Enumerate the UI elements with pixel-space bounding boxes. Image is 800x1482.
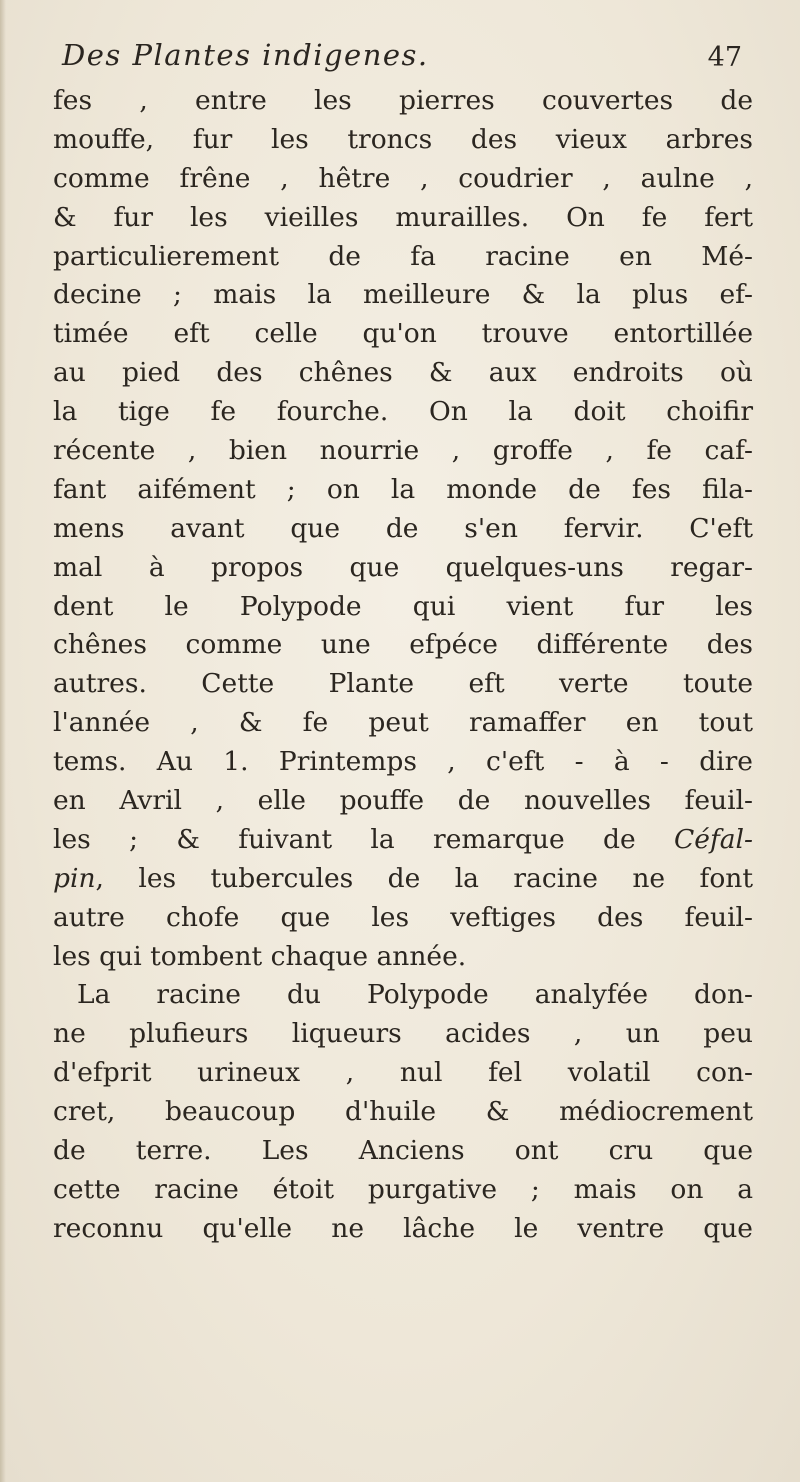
page-number: 47 [707, 42, 742, 73]
text-line [53, 860, 753, 899]
text-line: comme frêne , hêtre , coudrier , aulne , [53, 162, 753, 194]
text-line: tems. Au 1. Printemps , c'eft - à - dire [53, 746, 753, 778]
italic-name: Céfal- [673, 823, 753, 855]
body-text [53, 82, 753, 1249]
text-segment: les ; & fuivant la remarque de [53, 823, 636, 855]
text-line: récente , bien nourrie , groffe , fe caf- [53, 435, 753, 467]
text-line: la tige fe fourche. On la doit choifir [53, 396, 753, 428]
text-segment: , les tubercules de la racine ne font [95, 862, 753, 894]
text-line: ne plufieurs liqueurs acides , un peu [53, 1018, 753, 1050]
text-line: chênes comme une efpéce différente des [53, 629, 753, 661]
text-line: particulierement de fa racine en Mé- [53, 240, 753, 272]
text-line: & fur les vieilles murailles. On fe fert [53, 201, 753, 233]
text-line: en Avril , elle pouffe de nouvelles feuil- [53, 785, 753, 817]
running-title: Des Plantes indigenes. [62, 38, 429, 72]
italic-name: pin [53, 862, 96, 894]
text-line: autre chofe que les veftiges des feuil- [53, 901, 753, 933]
text-line: mouffe, fur les troncs des vieux arbres [53, 123, 753, 155]
text-line: l'année , & fe peut ramaffer en tout [53, 707, 753, 739]
text-line: timée eft celle qu'on trouve entortillée [53, 318, 753, 350]
text-line: cette racine étoit purgative ; mais on a [53, 1173, 753, 1205]
text-line: de terre. Les Anciens ont cru que [53, 1135, 753, 1167]
text-line: fes , entre les pierres couvertes de [53, 85, 753, 116]
text-line: La racine du Polypode analyfée don- [77, 979, 753, 1011]
text-line: mal à propos que quelques-uns regar- [53, 551, 753, 583]
text-line: cret, beaucoup d'huile & médiocrement [53, 1096, 753, 1128]
text-line: mens avant que de s'en fervir. C'eft [53, 512, 753, 544]
page-edge-shadow [0, 0, 6, 1482]
text-line: dent le Polypode qui vient fur les [53, 590, 753, 622]
page-header [62, 38, 742, 80]
text-line: au pied des chênes & aux endroits où [53, 357, 753, 389]
text-line: autres. Cette Plante eft verte toute [53, 668, 753, 700]
text-line: decine ; mais la meilleure & la plus ef- [53, 279, 753, 311]
text-line: fant aifément ; on la monde de fes fila- [53, 473, 753, 505]
text-line: reconnu qu'elle ne lâche le ventre que [53, 1212, 753, 1244]
text-line: d'efprit urineux , nul fel volatil con- [53, 1057, 753, 1089]
text-line [53, 821, 753, 860]
text-line: les qui tombent chaque année. [53, 940, 467, 972]
